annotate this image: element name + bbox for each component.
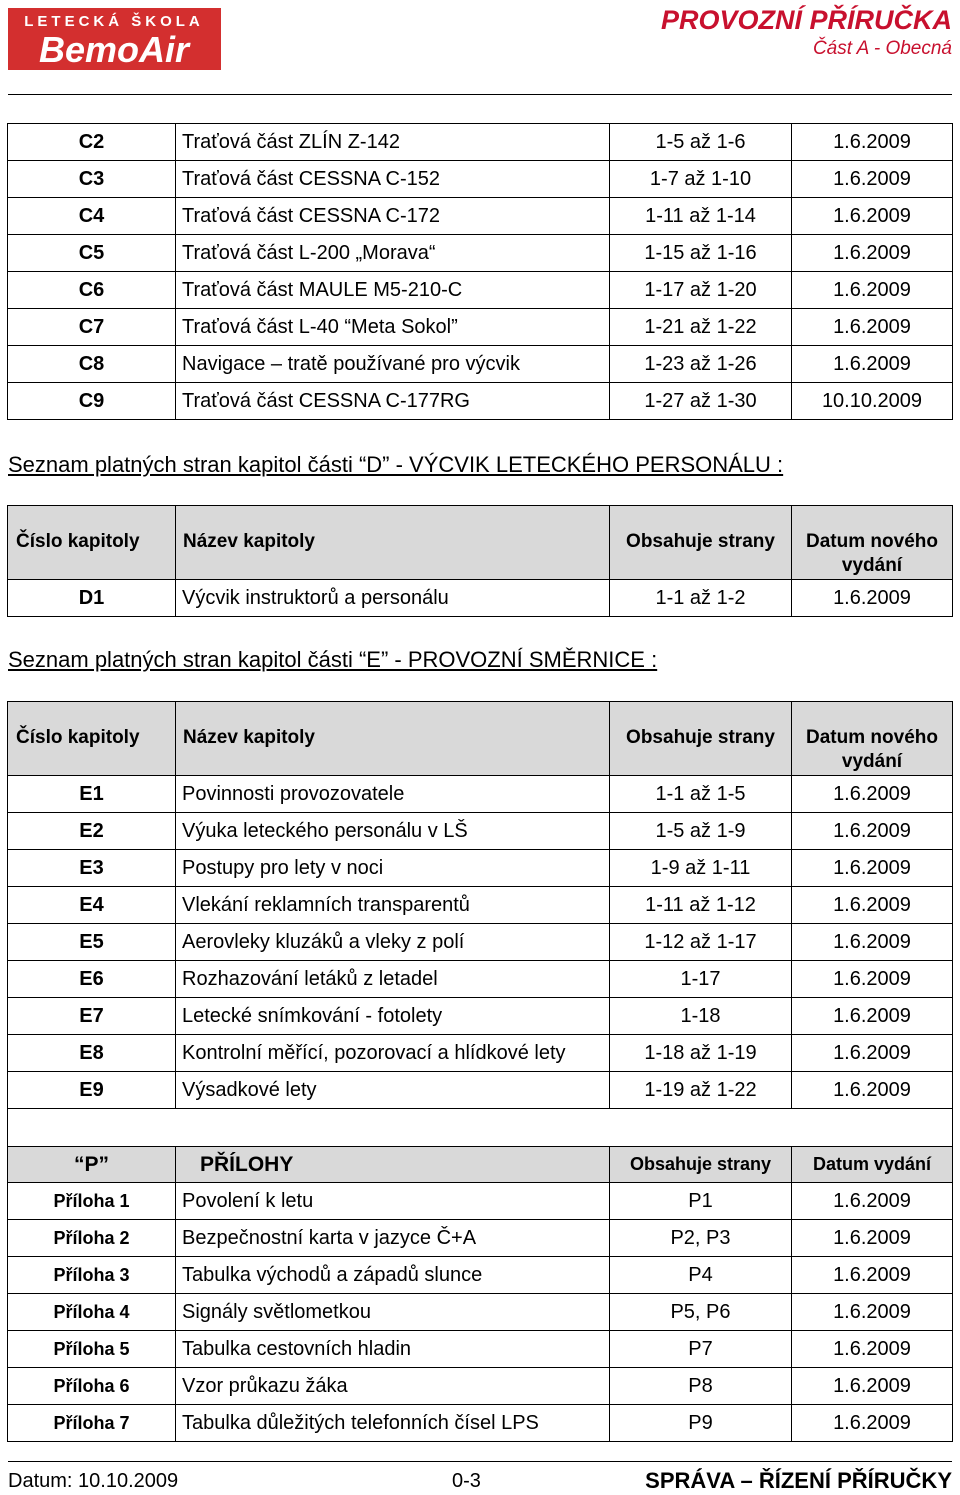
header-name: PŘÍLOHY bbox=[176, 1147, 610, 1183]
chapter-pages: 1-7 až 1-10 bbox=[610, 161, 792, 198]
chapter-date: 1.6.2009 bbox=[792, 198, 953, 235]
table-row bbox=[8, 776, 953, 813]
chapter-code: E5 bbox=[8, 924, 176, 961]
header-name: Název kapitoly bbox=[176, 702, 610, 776]
chapter-name: Traťová část CESSNA C-177RG bbox=[176, 383, 610, 420]
chapter-date: 1.6.2009 bbox=[792, 1257, 953, 1294]
table-row bbox=[8, 1035, 953, 1072]
header-divider bbox=[8, 94, 952, 95]
header-code: “P” bbox=[8, 1147, 176, 1183]
chapter-date: 1.6.2009 bbox=[792, 1183, 953, 1220]
table-row bbox=[8, 1220, 953, 1257]
chapter-date: 1.6.2009 bbox=[792, 1331, 953, 1368]
chapter-code: E4 bbox=[8, 887, 176, 924]
chapter-code: Příloha 7 bbox=[8, 1405, 176, 1442]
chapter-pages: 1-18 bbox=[610, 998, 792, 1035]
footer-divider bbox=[8, 1461, 952, 1462]
chapter-name: Traťová část CESSNA C-152 bbox=[176, 161, 610, 198]
chapter-name: Vzor průkazu žáka bbox=[176, 1368, 610, 1405]
chapter-name: Traťová část L-200 „Morava“ bbox=[176, 235, 610, 272]
chapter-date: 1.6.2009 bbox=[792, 1368, 953, 1405]
spacer-cell bbox=[8, 1109, 953, 1147]
chapter-code: E6 bbox=[8, 961, 176, 998]
table-row bbox=[8, 272, 953, 309]
chapter-date: 1.6.2009 bbox=[792, 309, 953, 346]
chapter-pages: 1-12 až 1-17 bbox=[610, 924, 792, 961]
chapter-code: E2 bbox=[8, 813, 176, 850]
chapter-code: C5 bbox=[8, 235, 176, 272]
chapter-pages: P8 bbox=[610, 1368, 792, 1405]
table-row bbox=[8, 580, 953, 617]
footer-section-title: SPRÁVA – ŘÍZENÍ PŘÍRUČKY bbox=[645, 1468, 952, 1493]
chapter-date: 1.6.2009 bbox=[792, 887, 953, 924]
chapter-date: 10.10.2009 bbox=[792, 383, 953, 420]
chapter-pages: P2, P3 bbox=[610, 1220, 792, 1257]
chapter-date: 1.6.2009 bbox=[792, 776, 953, 813]
chapter-date: 1.6.2009 bbox=[792, 1072, 953, 1109]
document-header bbox=[661, 4, 952, 62]
footer-date: Datum: 10.10.2009 bbox=[8, 1470, 179, 1492]
chapter-name: Postupy pro lety v noci bbox=[176, 850, 610, 887]
chapter-date: 1.6.2009 bbox=[792, 235, 953, 272]
chapter-code: D1 bbox=[8, 580, 176, 617]
chapter-pages: 1-5 až 1-9 bbox=[610, 813, 792, 850]
chapter-date: 1.6.2009 bbox=[792, 580, 953, 617]
chapter-name: Bezpečnostní karta v jazyce Č+A bbox=[176, 1220, 610, 1257]
chapter-pages: 1-1 až 1-5 bbox=[610, 776, 792, 813]
chapter-pages: 1-19 až 1-22 bbox=[610, 1072, 792, 1109]
chapter-date: 1.6.2009 bbox=[792, 813, 953, 850]
bemoair-logo bbox=[8, 8, 221, 70]
section-e-title: Seznam platných stran kapitol části “E” - PROVOZNÍ SMĚRNICE : bbox=[8, 647, 658, 672]
chapter-name: Tabulka cestovních hladin bbox=[176, 1331, 610, 1368]
header-pages: Obsahuje strany bbox=[610, 506, 792, 580]
document-subtitle: Část A - Obecná bbox=[812, 38, 952, 59]
table-row bbox=[8, 198, 953, 235]
table-row bbox=[8, 346, 953, 383]
chapter-code: Příloha 4 bbox=[8, 1294, 176, 1331]
header-pages: Obsahuje strany bbox=[610, 702, 792, 776]
section-e-table bbox=[7, 701, 953, 1442]
chapter-name: Výuka leteckého personálu v LŠ bbox=[176, 813, 610, 850]
chapter-date: 1.6.2009 bbox=[792, 998, 953, 1035]
chapter-pages: 1-17 bbox=[610, 961, 792, 998]
chapter-code: E9 bbox=[8, 1072, 176, 1109]
chapter-name: Signály světlometkou bbox=[176, 1294, 610, 1331]
chapter-pages: 1-21 až 1-22 bbox=[610, 309, 792, 346]
appendix-header-row bbox=[8, 1147, 953, 1183]
chapter-date: 1.6.2009 bbox=[792, 1294, 953, 1331]
chapter-name: Navigace – tratě používané pro výcvik bbox=[176, 346, 610, 383]
chapter-pages: 1-1 až 1-2 bbox=[610, 580, 792, 617]
table-row bbox=[8, 124, 953, 161]
chapter-date: 1.6.2009 bbox=[792, 961, 953, 998]
table-row bbox=[8, 961, 953, 998]
table-row bbox=[8, 1072, 953, 1109]
chapter-code: C6 bbox=[8, 272, 176, 309]
chapter-date: 1.6.2009 bbox=[792, 346, 953, 383]
chapter-pages: P1 bbox=[610, 1183, 792, 1220]
table-row bbox=[8, 235, 953, 272]
chapter-code: C2 bbox=[8, 124, 176, 161]
chapter-date: 1.6.2009 bbox=[792, 272, 953, 309]
table-row bbox=[8, 1294, 953, 1331]
chapter-code: Příloha 2 bbox=[8, 1220, 176, 1257]
chapter-pages: P5, P6 bbox=[610, 1294, 792, 1331]
chapter-code: Příloha 5 bbox=[8, 1331, 176, 1368]
chapter-name: Rozhazování letáků z letadel bbox=[176, 961, 610, 998]
chapter-name: Traťová část CESSNA C-172 bbox=[176, 198, 610, 235]
chapter-name: Aerovleky kluzáků a vleky z polí bbox=[176, 924, 610, 961]
chapter-name: Povinnosti provozovatele bbox=[176, 776, 610, 813]
chapter-code: Příloha 6 bbox=[8, 1368, 176, 1405]
chapter-pages: 1-9 až 1-11 bbox=[610, 850, 792, 887]
header-date: Datum nového vydání bbox=[792, 702, 953, 776]
chapter-date: 1.6.2009 bbox=[792, 924, 953, 961]
chapter-name: Povolení k letu bbox=[176, 1183, 610, 1220]
chapter-name: Vlekání reklamních transparentů bbox=[176, 887, 610, 924]
section-d-table bbox=[7, 505, 953, 617]
chapter-name: Traťová část ZLÍN Z-142 bbox=[176, 124, 610, 161]
document-title: PROVOZNÍ PŘÍRUČKA bbox=[660, 5, 952, 35]
chapter-pages: 1-17 až 1-20 bbox=[610, 272, 792, 309]
header-code: Číslo kapitoly bbox=[8, 506, 176, 580]
chapter-date: 1.6.2009 bbox=[792, 850, 953, 887]
chapter-name: Tabulka východů a západů slunce bbox=[176, 1257, 610, 1294]
table-row bbox=[8, 161, 953, 198]
section-c-table bbox=[7, 123, 953, 420]
chapter-name: Výsadkové lety bbox=[176, 1072, 610, 1109]
chapter-pages: 1-18 až 1-19 bbox=[610, 1035, 792, 1072]
chapter-pages: 1-27 až 1-30 bbox=[610, 383, 792, 420]
table-row bbox=[8, 924, 953, 961]
chapter-pages: 1-5 až 1-6 bbox=[610, 124, 792, 161]
chapter-code: C4 bbox=[8, 198, 176, 235]
header-name: Název kapitoly bbox=[176, 506, 610, 580]
table-row bbox=[8, 1183, 953, 1220]
table-row bbox=[8, 1405, 953, 1442]
table-row bbox=[8, 383, 953, 420]
chapter-name: Letecké snímkování - fotolety bbox=[176, 998, 610, 1035]
spacer-row bbox=[8, 1109, 953, 1147]
chapter-pages: 1-23 až 1-26 bbox=[610, 346, 792, 383]
chapter-code: E1 bbox=[8, 776, 176, 813]
table-row bbox=[8, 813, 953, 850]
header-pages: Obsahuje strany bbox=[610, 1147, 792, 1183]
chapter-pages: 1-15 až 1-16 bbox=[610, 235, 792, 272]
header-date: Datum vydání bbox=[792, 1147, 953, 1183]
chapter-pages: 1-11 až 1-12 bbox=[610, 887, 792, 924]
header-code: Číslo kapitoly bbox=[8, 702, 176, 776]
chapter-code: E3 bbox=[8, 850, 176, 887]
chapter-code: C7 bbox=[8, 309, 176, 346]
chapter-code: C9 bbox=[8, 383, 176, 420]
header-date: Datum nového vydání bbox=[792, 506, 953, 580]
chapter-pages: P4 bbox=[610, 1257, 792, 1294]
chapter-name: Výcvik instruktorů a personálu bbox=[176, 580, 610, 617]
table-header-row bbox=[8, 702, 953, 776]
table-row bbox=[8, 1257, 953, 1294]
chapter-pages: P7 bbox=[610, 1331, 792, 1368]
chapter-pages: P9 bbox=[610, 1405, 792, 1442]
section-d-title: Seznam platných stran kapitol části “D” - VÝCVIK LETECKÉHO PERSONÁLU : bbox=[8, 452, 784, 477]
footer-page-number: 0-3 bbox=[452, 1470, 481, 1492]
chapter-name: Kontrolní měřící, pozorovací a hlídkové lety bbox=[176, 1035, 610, 1072]
chapter-code: E7 bbox=[8, 998, 176, 1035]
chapter-code: Příloha 3 bbox=[8, 1257, 176, 1294]
chapter-code: Příloha 1 bbox=[8, 1183, 176, 1220]
logo-top-text: LETECKÁ ŠKOLA bbox=[24, 13, 204, 30]
chapter-code: C3 bbox=[8, 161, 176, 198]
table-row bbox=[8, 998, 953, 1035]
chapter-date: 1.6.2009 bbox=[792, 1405, 953, 1442]
chapter-date: 1.6.2009 bbox=[792, 161, 953, 198]
chapter-name: Tabulka důležitých telefonních čísel LPS bbox=[176, 1405, 610, 1442]
table-row bbox=[8, 850, 953, 887]
chapter-date: 1.6.2009 bbox=[792, 1220, 953, 1257]
chapter-name: Traťová část L-40 “Meta Sokol” bbox=[176, 309, 610, 346]
chapter-code: E8 bbox=[8, 1035, 176, 1072]
table-row bbox=[8, 887, 953, 924]
chapter-code: C8 bbox=[8, 346, 176, 383]
table-row bbox=[8, 309, 953, 346]
logo-main-text: BemoAir bbox=[38, 29, 190, 70]
chapter-date: 1.6.2009 bbox=[792, 124, 953, 161]
table-header-row bbox=[8, 506, 953, 580]
chapter-date: 1.6.2009 bbox=[792, 1035, 953, 1072]
chapter-name: Traťová část MAULE M5-210-C bbox=[176, 272, 610, 309]
chapter-pages: 1-11 až 1-14 bbox=[610, 198, 792, 235]
table-row bbox=[8, 1331, 953, 1368]
table-row bbox=[8, 1368, 953, 1405]
